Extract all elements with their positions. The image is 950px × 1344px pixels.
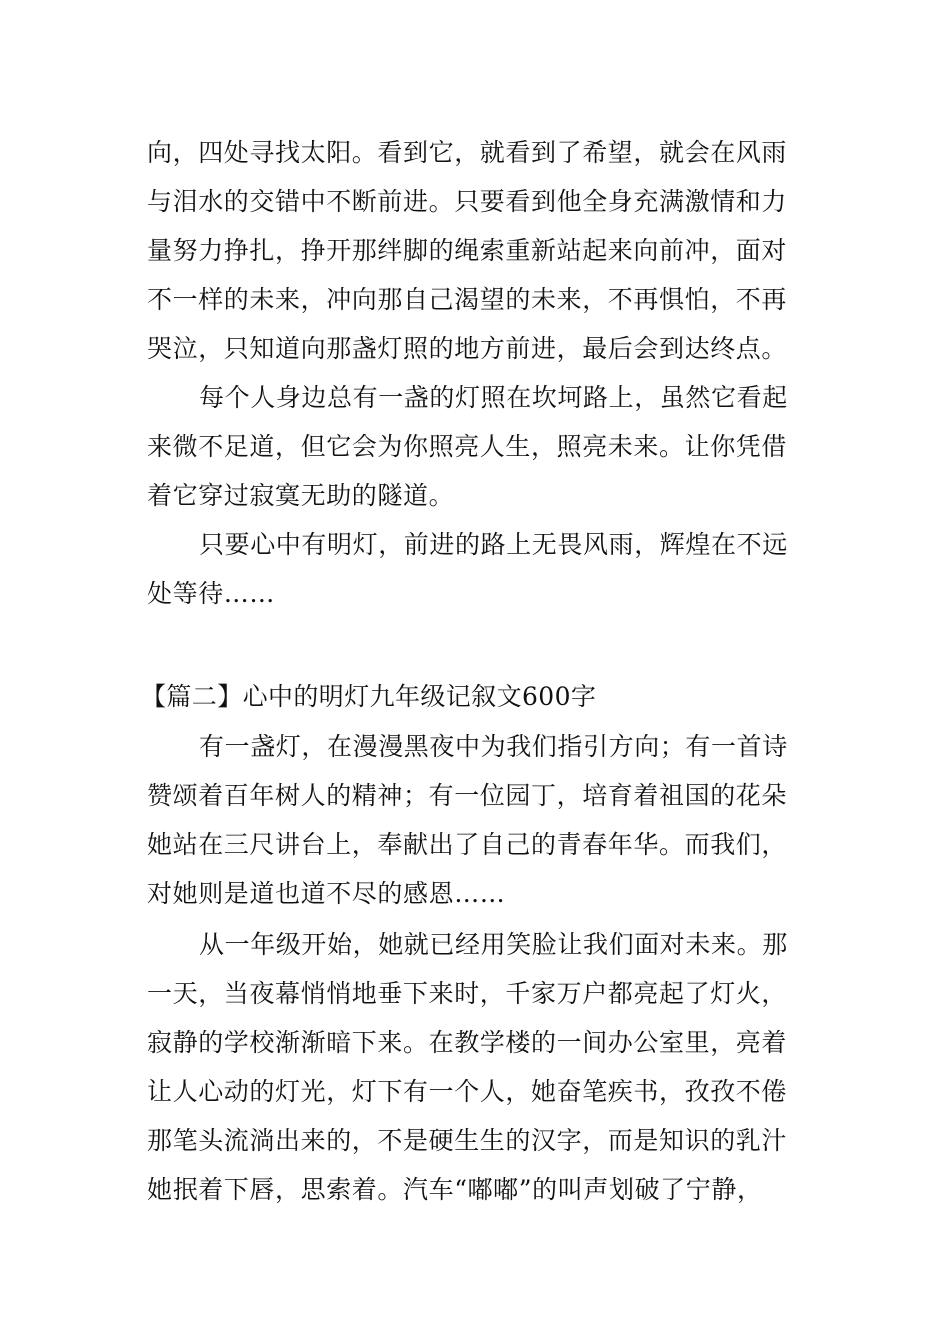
text-line: 量努力挣扎，挣开那绊脚的绳索重新站起来向前冲，面对: [147, 236, 788, 265]
text-line: 与泪水的交错中不断前进。只要看到他全身充满激情和力: [147, 187, 788, 216]
text-line: 让人心动的灯光，灯下有一个人，她奋笔疾书，孜孜不倦: [147, 1077, 788, 1106]
paragraph-intro: [147, 722, 807, 918]
paragraph-closing: [147, 520, 807, 618]
text-line: 有一盏灯，在漫漫黑夜中为我们指引方向；有一首诗: [199, 732, 788, 761]
text-line: 寂静的学校渐渐暗下来。在教学楼的一间办公室里，亮着: [147, 1028, 788, 1057]
section-heading: 【篇二】心中的明灯九年级记叙文600字: [141, 682, 597, 711]
text-line: 她站在三尺讲台上，奉献出了自己的青春年华。而我们，: [147, 830, 788, 859]
paragraph-story: [147, 920, 807, 1214]
text-line: 着它穿过寂寞无助的隧道。: [147, 481, 455, 510]
text-line: 对她则是道也道不尽的感恩……: [147, 879, 506, 908]
text-line: 只要心中有明灯，前进的路上无畏风雨，辉煌在不远: [199, 530, 788, 559]
text-line: 来微不足道，但它会为你照亮人生，照亮未来。让你凭借: [147, 432, 788, 461]
text-line: 一天，当夜幕悄悄地垂下来时，千家万户都亮起了灯火，: [147, 979, 788, 1008]
text-line: 不一样的未来，冲向那自己渴望的未来，不再惧怕，不再: [147, 285, 788, 314]
text-line: 那笔头流淌出来的，不是硬生生的汉字，而是知识的乳汁: [147, 1126, 788, 1155]
text-line: 每个人身边总有一盏的灯照在坎坷路上，虽然它看起: [199, 383, 788, 412]
text-line: 向，四处寻找太阳。看到它，就看到了希望，就会在风雨: [147, 138, 788, 167]
text-line: 处等待……: [147, 579, 276, 608]
text-line: 从一年级开始，她就已经用笑脸让我们面对未来。那: [199, 930, 788, 959]
text-line: 哭泣，只知道向那盏灯照的地方前进，最后会到达终点。: [147, 334, 788, 363]
paragraph-lamp: [147, 373, 807, 520]
text-line: 她抿着下唇，思索着。汽车“嘟嘟”的叫声划破了宁静，: [147, 1175, 763, 1204]
text-line: 赞颂着百年树人的精神；有一位园丁，培育着祖国的花朵: [147, 781, 788, 810]
paragraph-continued: [147, 128, 807, 373]
